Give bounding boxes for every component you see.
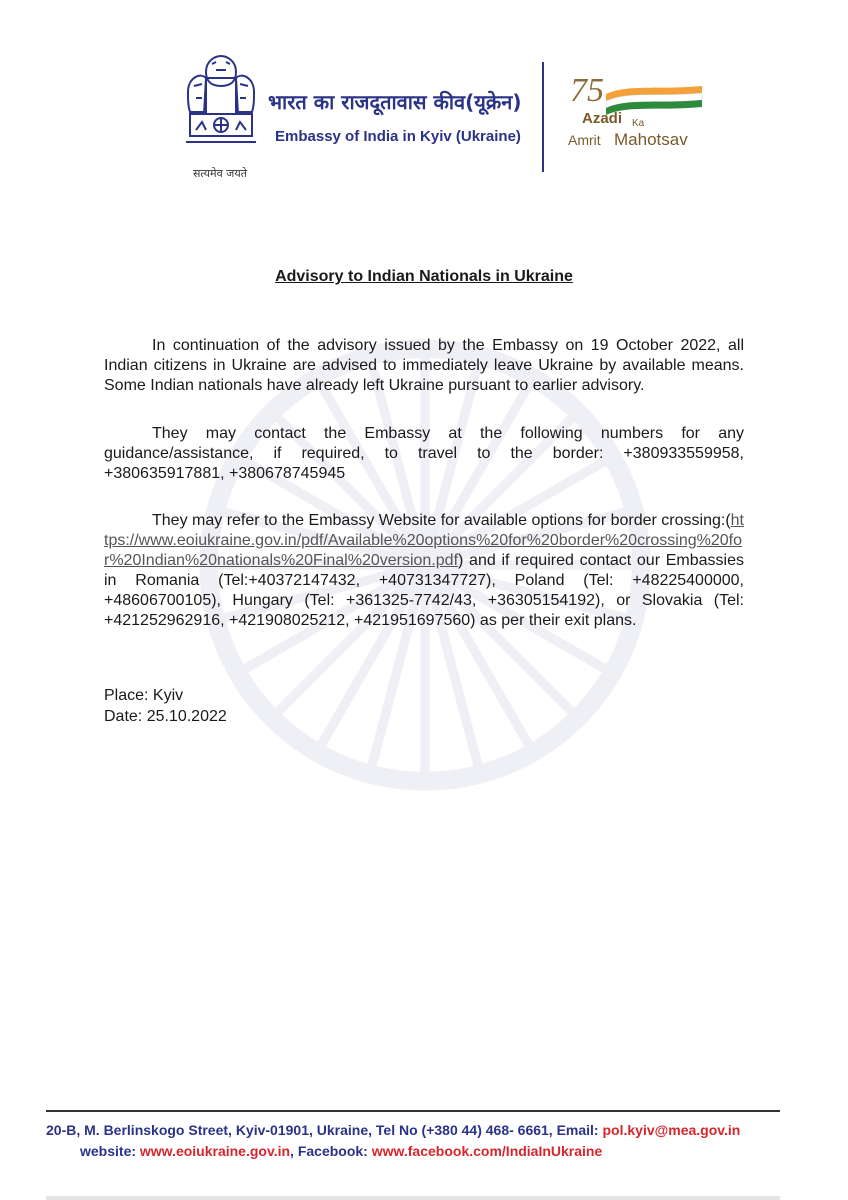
footer-website-label: website: <box>80 1143 140 1159</box>
paragraph-3 <box>104 511 744 631</box>
akam-ka: Ka <box>632 118 645 129</box>
paragraph-1-text: In continuation of the advisory issued by the Embassy on 19 October 2022, all Indian citizens in Ukraine are advised to immediately leave Ukraine by available means. Some Indian nationals have already left Ukraine pursuant to earlier advisory. <box>104 337 744 394</box>
paragraph-3-rest: ) and if required contact our Embassies in Romania (Tel:+40372147432, +40731347727), Poland (Tel: +48225400000, +48606700105), Hungary (Tel: +361325-7742/43, +36305154192), or Slovakia (Tel: +421252962916, +421908025212, +421951697560) as per their exit plans. <box>104 552 744 629</box>
footer-email-link[interactable]: pol.kyiv@mea.gov.in <box>602 1122 741 1138</box>
emblem-motto: सत्यमेव जयते <box>192 167 247 180</box>
footer-facebook-link[interactable]: www.facebook.com/IndiaInUkraine <box>371 1143 603 1159</box>
footer-address: 20-B, M. Berlinskogo Street, Kyiv-01901, Ukraine, Tel No (+380 44) 468- 6661, Email: <box>46 1122 603 1138</box>
footer-web-line <box>80 1143 800 1159</box>
paragraph-2 <box>104 424 744 484</box>
document-title: Advisory to Indian Nationals in Ukraine <box>275 268 573 285</box>
border-crossing-pdf-link[interactable]: https://www.eoiukraine.gov.in/pdf/Available%20options%20for%20border%20crossing%20for%20Indian%20nationals%20Final%20version.pdf <box>104 512 744 569</box>
akam-mahotsav: Mahotsav <box>614 130 688 149</box>
national-emblem-icon <box>176 52 266 172</box>
akam-azadi: Azadi <box>582 110 623 127</box>
akam-75: 75 <box>570 72 604 109</box>
date: Date: 25.10.2022 <box>104 708 227 725</box>
embassy-name-hindi: भारत का राजदूतावास कीव(यूक्रेन) <box>268 90 522 114</box>
embassy-name-english: Embassy of India in Kyiv (Ukraine) <box>275 128 521 145</box>
paragraph-3-intro: They may refer to the Embassy Website for available options for border crossing:( <box>152 512 731 529</box>
place: Place: Kyiv <box>104 687 184 704</box>
footer-address-line <box>46 1122 806 1138</box>
akam-amrit: Amrit <box>568 132 601 148</box>
paragraph-1 <box>104 336 744 396</box>
azadi-ka-amrit-mahotsav-logo <box>568 70 708 160</box>
footer-divider <box>46 1110 780 1112</box>
paragraph-2-text: They may contact the Embassy at the following numbers for any guidance/assistance, if required, to travel to the border: +380933559958, +380635917881, +380678745945 <box>104 425 744 482</box>
header-divider <box>542 62 544 172</box>
footer-website-link[interactable]: www.eoiukraine.gov.in <box>139 1143 291 1159</box>
footer-facebook-label: , Facebook: <box>290 1143 372 1159</box>
footer-bottom-stripe <box>46 1196 780 1200</box>
